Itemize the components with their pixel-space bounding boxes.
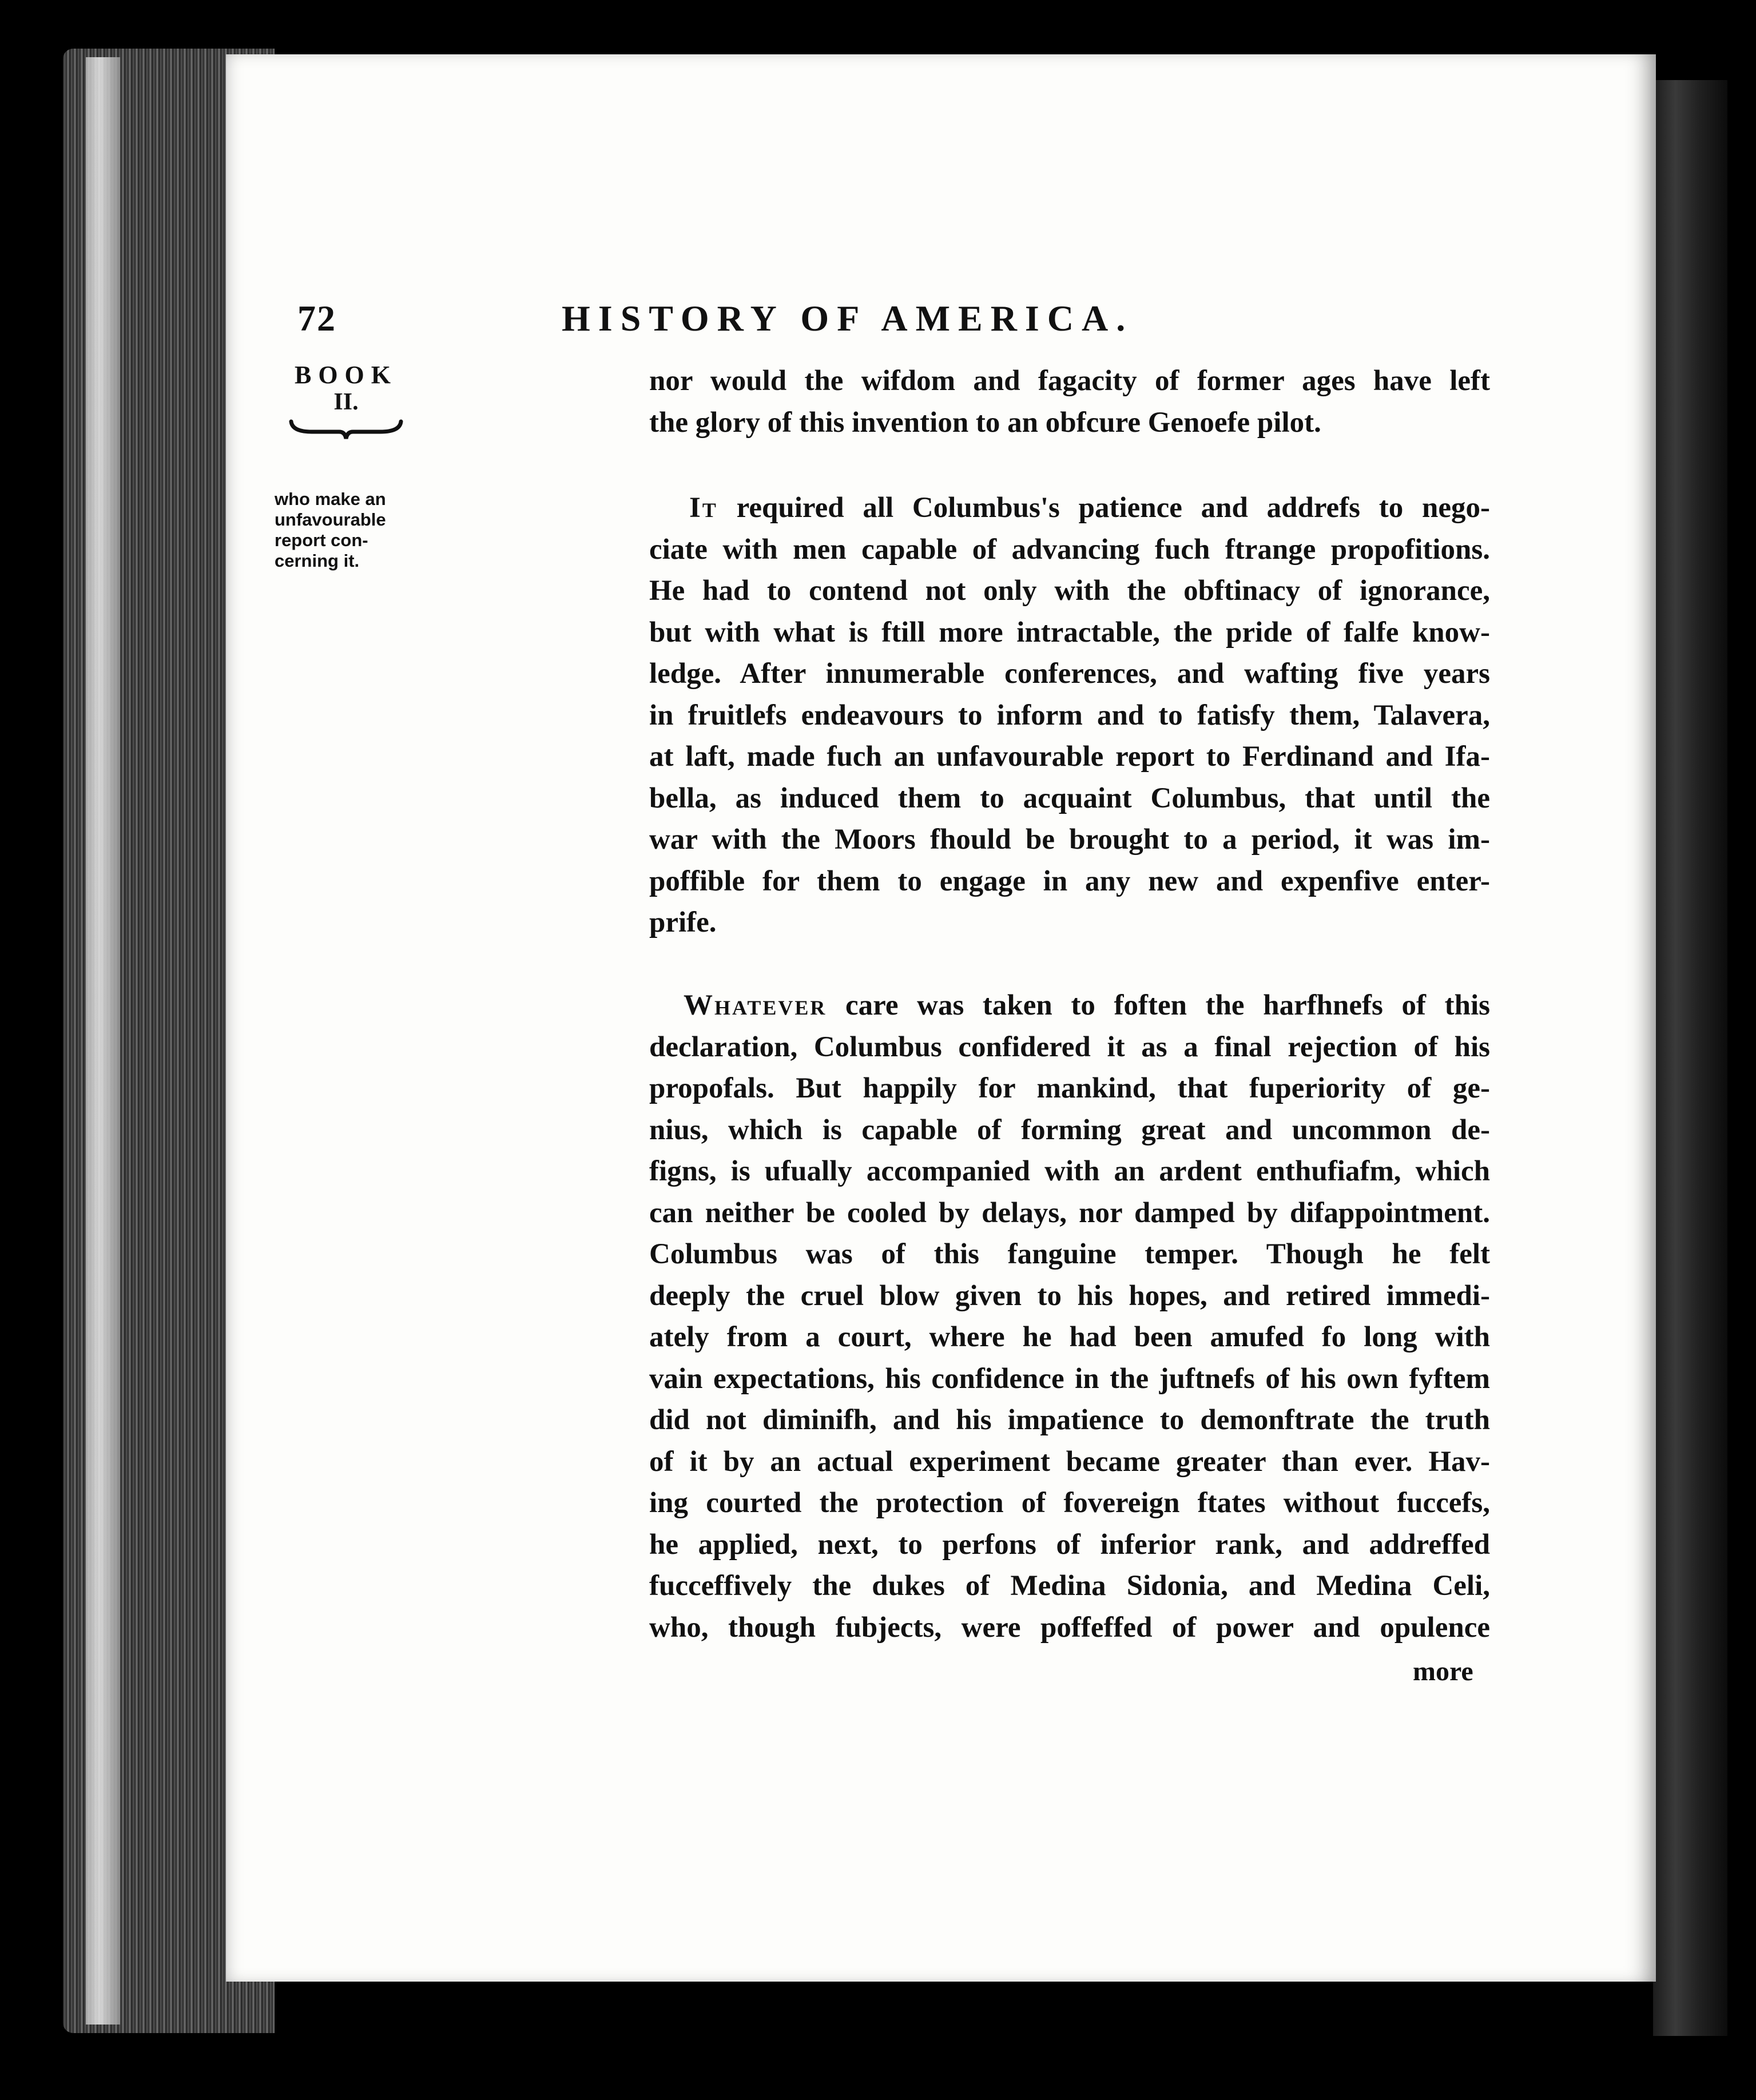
text-line: Columbus was of this fanguine temper. Though he felt: [649, 1238, 1490, 1270]
book-number: II.: [333, 389, 359, 415]
text-line: ately from a court, where he had been amufed fo long with: [649, 1321, 1490, 1353]
text-line: figns, is ufually accompanied with an ardent enthufiafm, which: [649, 1155, 1490, 1187]
text-line: prife.: [649, 906, 717, 938]
running-title: HISTORY OF AMERICA.: [562, 298, 1134, 339]
text-line: war with the Moors fhould be brought to a period, it was im-: [649, 824, 1490, 856]
text-line: [649, 487, 1490, 529]
text-line: declaration, Columbus confidered it as a final rejection of his: [649, 1031, 1490, 1063]
text-line: [649, 985, 1490, 1027]
book-label: BOOK: [294, 361, 398, 389]
catchword: more: [1413, 1656, 1473, 1687]
text-line: vain expectations, his confidence in the juftnefs of his own fyftem: [649, 1362, 1490, 1395]
paragraph-continuation: [649, 360, 1490, 443]
paragraph-lead-word: It: [689, 492, 718, 524]
paragraph-lead-word: Whatever: [684, 989, 827, 1021]
text-line: bella, as induced them to acquaint Columbus, that until the: [649, 782, 1490, 814]
text-line: of it by an actual experiment became greater than ever. Hav-: [649, 1445, 1490, 1478]
text-line: in fruitlefs endeavours to inform and to fatisfy them, Talavera,: [649, 699, 1490, 731]
marginal-note-line: cerning it.: [275, 551, 360, 571]
text-line: ledge. After innumerable conferences, and wafting five years: [649, 658, 1490, 690]
book-marker: [283, 360, 409, 441]
text-line: ing courted the protection of fovereign ftates without fuccefs,: [649, 1487, 1490, 1519]
text-line: He had to contend not only with the obftinacy of ignorance,: [649, 575, 1490, 607]
marginal-note-line: report con-: [275, 530, 368, 550]
text-line: ciate with men capable of advancing fuch ftrange propofitions.: [649, 533, 1490, 566]
text-line: nor would the wifdom and fagacity of former ages have left: [649, 365, 1490, 397]
text-line: but with what is ftill more intractable, the pride of falfe know-: [649, 616, 1490, 649]
text-line: at laft, made fuch an unfavourable report to Ferdinand and Ifa-: [649, 741, 1490, 773]
paragraph-columbus-persistence: [649, 985, 1490, 1648]
paragraph-talavera-report: [649, 487, 1490, 944]
book-fore-edge-right: [1653, 80, 1727, 2036]
running-head: [297, 297, 1378, 349]
marginal-note-line: unfavourable: [275, 510, 386, 530]
text-line: nius, which is capable of forming great and uncommon de-: [649, 1113, 1490, 1146]
marginal-note-line: who make an: [275, 489, 386, 509]
book-page-stack-left: [86, 57, 120, 2025]
page-number: 72: [297, 298, 336, 339]
text-line: can neither be cooled by delays, nor damped by difappointment.: [649, 1196, 1490, 1229]
marginal-note: [275, 489, 412, 571]
text-line: propofals. But happily for mankind, that fuperiority of ge-: [649, 1072, 1490, 1104]
brace-ornament-icon: [289, 418, 403, 441]
text-line: poffible for them to engage in any new and expenfive enter-: [649, 865, 1490, 897]
text-line: the glory of this invention to an obfcure Genoefe pilot.: [649, 406, 1321, 439]
text-line: did not diminifh, and his impatience to demonftrate the truth: [649, 1404, 1490, 1436]
text-line: deeply the cruel blow given to his hopes, and retired immedi-: [649, 1279, 1490, 1312]
text-line: who, though fubjects, were poffeffed of power and opulence: [649, 1611, 1490, 1644]
text-line: fucceffively the dukes of Medina Sidonia, and Medina Celi,: [649, 1570, 1490, 1602]
text-line-rest: required all Columbus's patience and addrefs to nego-: [717, 492, 1490, 524]
text-line: he applied, next, to perfons of inferior rank, and addreffed: [649, 1528, 1490, 1561]
text-line-rest: care was taken to foften the harfhnefs of this: [827, 989, 1490, 1021]
